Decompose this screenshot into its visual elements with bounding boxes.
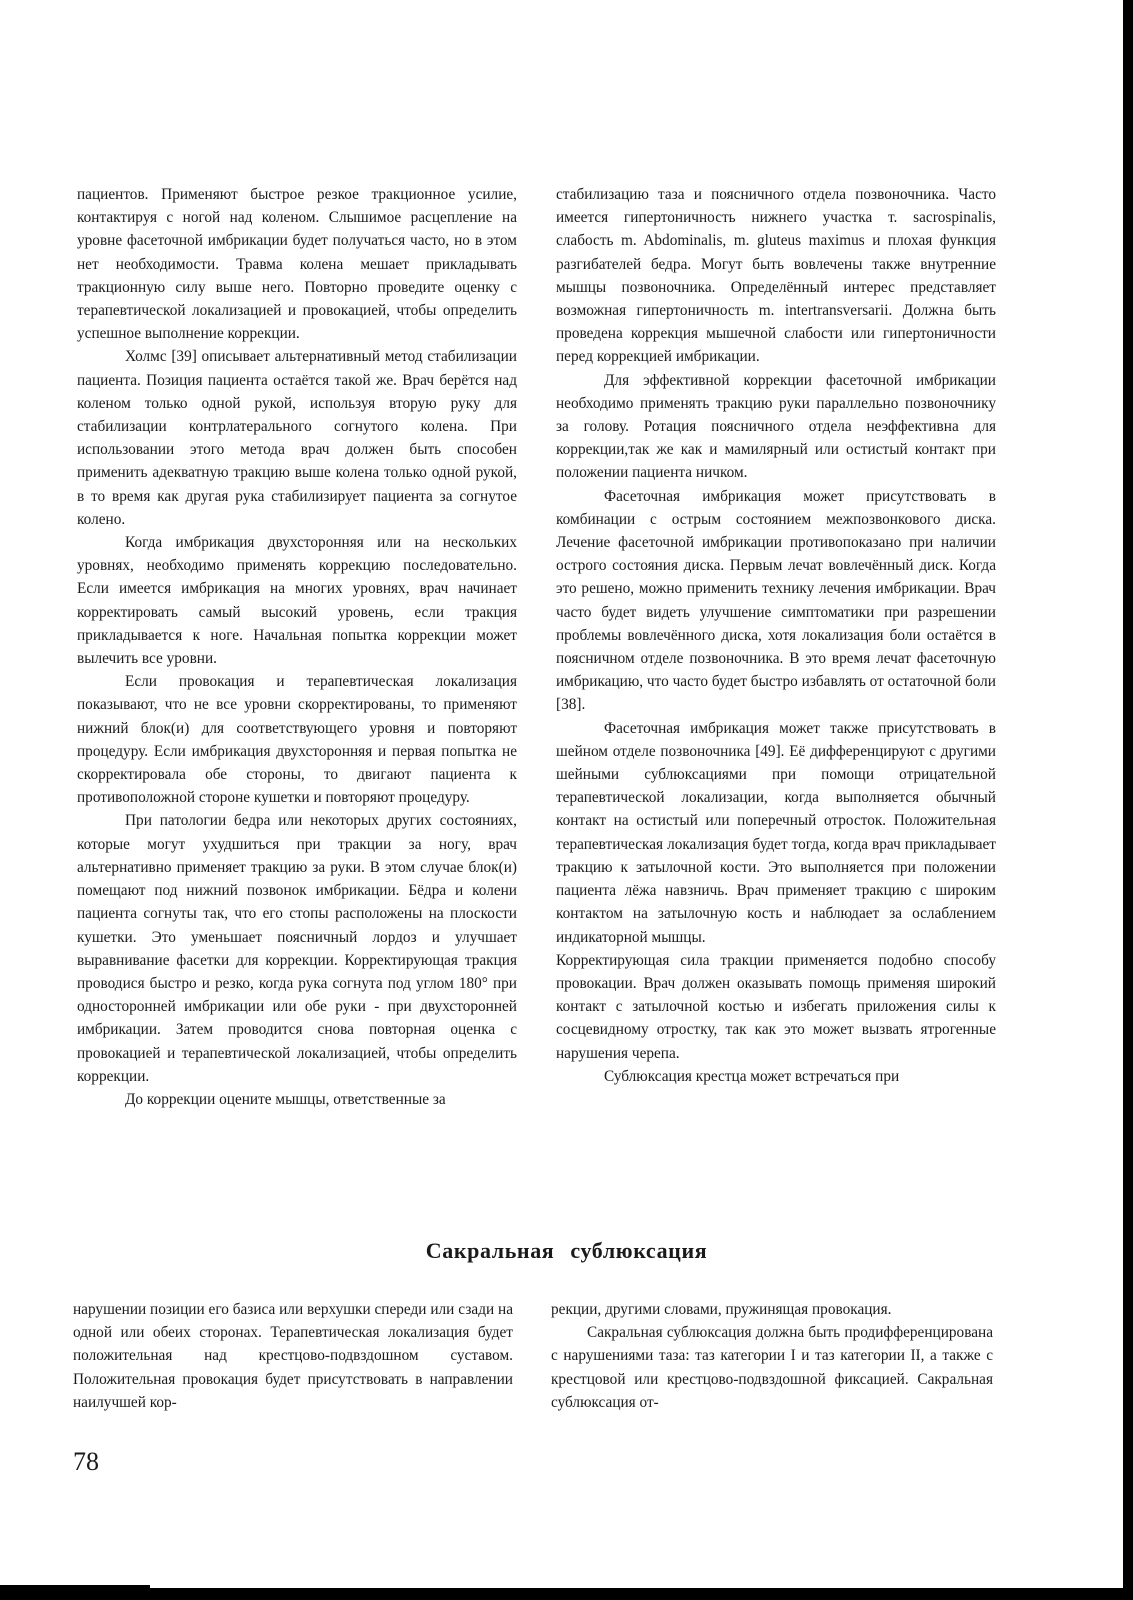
paragraph: Когда имбрикация двухсторонняя или на нескольких уровнях, необходимо применять коррекцию последовательно. Если имеется имбрикация на многих уровнях, врач начинает корректировать самый высокий уровень, если тракция прикладывается к ноге. Начальная попытка коррекции может вылечить все уровни. xyxy=(77,534,517,668)
paragraph: Холмс [39] описывает альтернативный метод стабилизации пациента. Позиция пациента остаётся такой же. Врач берётся над коленом только одной рукой, используя вторую руку для стабилизации контрлатерального согнутого колена. При использовании этого метода врач должен быть способен применить адекватную тракцию выше колена только одной рукой, в то время как другая рука стабилизирует пациента за согнутое колено. xyxy=(77,348,517,528)
paragraph: пациентов. Применяют быстрое резкое тракционное усилие, контактируя с ногой над коленом. Слышимое расцепление на уровне фасеточной имбрикации будет получаться часто, но в этом нет необходимости. Травма колена мешает прикладывать тракционную силу выше него. Повторно проведите оценку с терапевтической локализацией и провокацией, чтобы определить успешное выполнение коррекции. xyxy=(77,186,517,343)
paragraph: рекции, другими словами, пружинящая провокация. xyxy=(551,1301,892,1318)
paragraph: До коррекции оцените мышцы, ответственные за xyxy=(125,1090,446,1108)
column-bottom-right xyxy=(551,1298,993,1414)
scan-edge-right xyxy=(1123,0,1133,1600)
paragraph: Сакральная сублюксация должна быть продифференцирована с нарушениями таза: таз категории I и таз категории II, а также с крестцовой или крестцово-подвздошной фиксацией. Сакральная сублюксация от- xyxy=(551,1324,993,1411)
scan-edge-bottom xyxy=(0,1588,1133,1600)
paragraph: При патологии бедра или некоторых других состояниях, которые могут ухудшиться при тракции за ногу, врач альтернативно применяет тракцию за руки. В этом случае блок(и) помещают под нижний позвонок имбрикации. Бёдра и колени пациента согнуты так, что его стопы расположены на плоскости кушетки. Это уменьшает поясничный лордоз и улучшает выравнивание фасетки для коррекции. Корректирующая тракция проводися быстро и резко, когда рука согнута под углом 180° при односторонней имбрикации или обе руки - при двухсторонней имбрикации. Затем проводится снова повторная оценка с провокацией и терапевтической локализацией, чтобы определить коррекции. xyxy=(77,812,517,1085)
column-bottom-left xyxy=(73,1298,513,1414)
page-number: 78 xyxy=(73,1447,99,1476)
paragraph: Фасеточная имбрикация может присутствовать в комбинации с острым состоянием межпозвонкового диска. Лечение фасеточной имбрикации противопоказано при наличии острого состояния диска. Первым лечат вовлечённый диск. Когда это решено, можно применить технику лечения имбрикации. Врач часто будет видеть улучшение симптоматики при разрешении проблемы вовлечённого диска, хотя локализация боли остаётся в поясничном отделе позвоночника. В это время лечат фасеточную имбрикацию, что часто будет быстро избавлять от остаточной боли [38]. xyxy=(556,487,996,714)
column-top-right xyxy=(556,183,996,1088)
column-top-left xyxy=(77,183,517,1111)
paragraph: стабилизацию таза и поясничного отдела позвоночника. Часто имеется гипертоничность нижнего участка т. sacrospinalis, слабость m. Abdominalis, m. gluteus maximus и плохая функция разгибателей бедра. Могут быть вовлечены также внутренние мышцы позвоночника. Определённый интерес представляет возможная гипертоничность m. intertransversarii. Должна быть проведена коррекция мышечной слабости или гипертоничности перед коррекцией имбрикации. xyxy=(556,186,996,366)
section-heading: Сакральная сублюксация xyxy=(425,1238,708,1263)
paragraph: Для эффективной коррекции фасеточной имбрикации необходимо применять тракцию руки параллельно позвоночнику за голову. Ротация поясничного отдела неэффективна для коррекции,так же как и мамилярный или остистый контакт при положении пациента ничком. xyxy=(556,371,996,482)
scan-edge-bottom-lip xyxy=(0,1585,150,1588)
paragraph: Фасеточная имбрикация может также присутствовать в шейном отделе позвоночника [49]. Её дифференцируют с другими шейными сублюксациями при помощи отрицательной терапевтической локализации, когда выполняется обычный контакт на остистый или поперечный отросток. Положительная терапевтическая локализация будет тогда, когда врач прикладывает тракцию к затылочной кости. Это выполняется при положении пациента лёжа навзничь. Врач применяет тракцию с широким контактом на затылочную кость и наблюдает за ослаблением индикаторной мышцы. xyxy=(556,719,996,946)
paragraph: Если провокация и терапевтическая локализация показывают, что не все уровни скорректированы, то применяют нижний блок(и) для соответствующего уровня и повторяют процедуру. Если имбрикация двухсторонняя и первая попытка не скорректировала обе стороны, то двигают пациента к противоположной стороне кушетки и повторяют процедуру. xyxy=(77,673,517,807)
paragraph: Корректирующая сила тракции применяется подобно способу провокации. Врач должен оказывать помощь применяя широкий контакт с затылочной костью и избегать приложения силы к сосцевидному отростку, так как это может вызвать ятрогенные нарушения черепа. xyxy=(556,951,996,1062)
paragraph: нарушении позиции его базиса или верхушки спереди или сзади на одной или обеих сторонах. Терапевтическая локализация будет положительная над крестцово-подвздошном суставом. Положительная провокация будет присутствовать в направлении наилучшей кор- xyxy=(73,1301,513,1411)
paragraph: Сублюксация крестца может встречаться при xyxy=(604,1067,900,1085)
